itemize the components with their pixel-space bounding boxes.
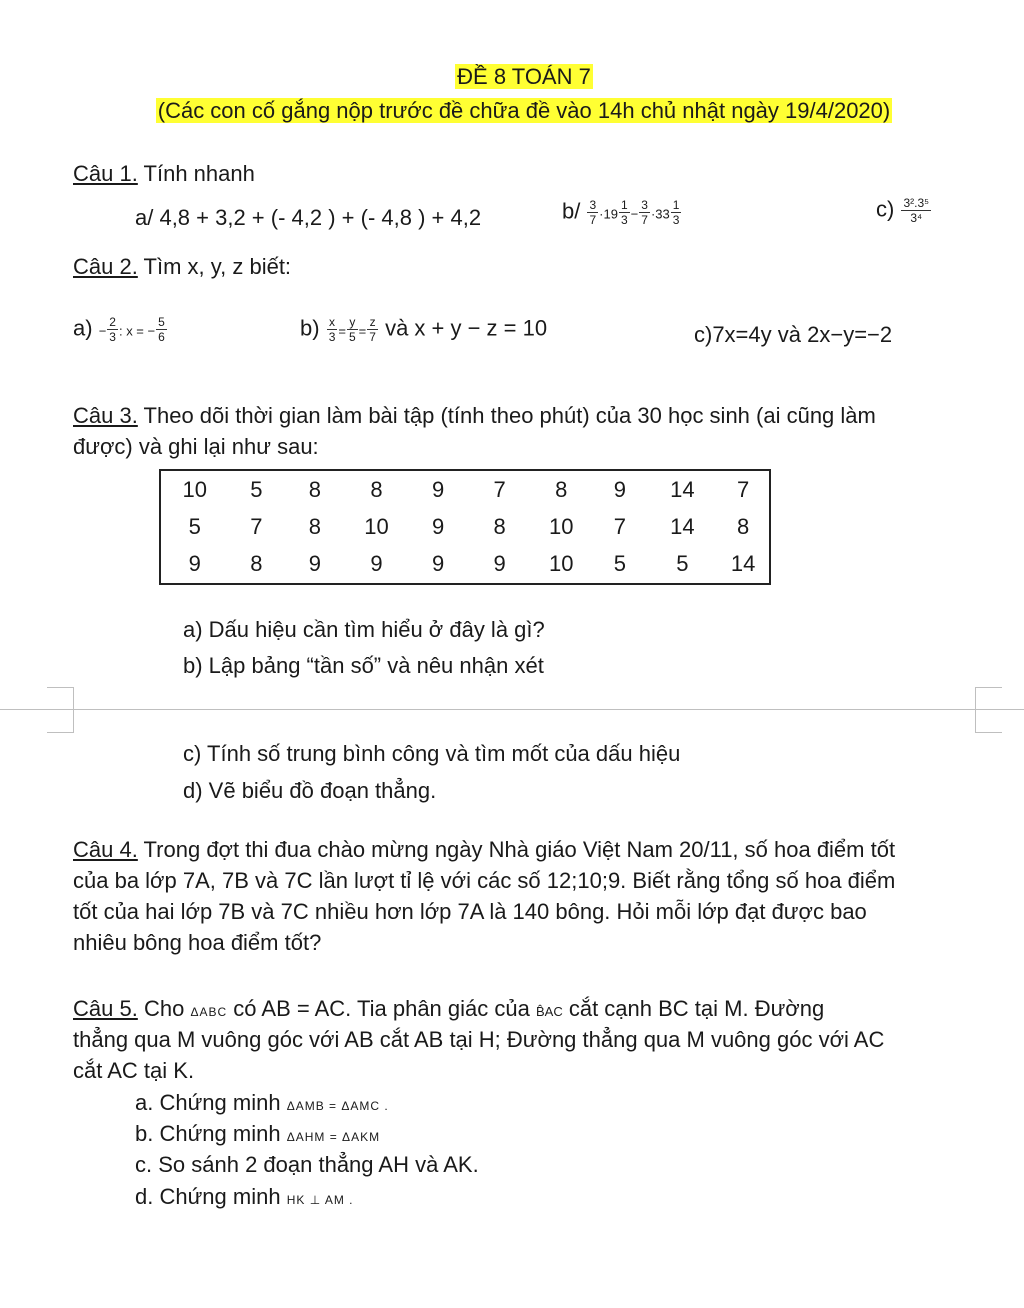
q4-line1 (73, 837, 895, 863)
table-cell: 10 (182, 476, 208, 502)
table-cell: 10 (364, 513, 389, 539)
q1-b-frac3 (639, 198, 650, 227)
q1-b-frac1 (587, 198, 598, 227)
q1-part-c (876, 196, 932, 225)
q2-b-eq2: = (358, 323, 367, 339)
q2-a-frac1 (107, 315, 118, 344)
q5-part-c: c. So sánh 2 đoạn thẳng AH và AK. (135, 1152, 479, 1177)
table-cell: 9 (188, 551, 201, 577)
q1-b-frac3-num: 3 (641, 198, 648, 212)
q2-a-mid: : x = − (118, 323, 156, 339)
table-cell: 8 (493, 513, 506, 539)
q5-line3: cắt AC tại K. (73, 1058, 195, 1083)
q2-a-frac2 (156, 315, 167, 344)
q2-b-y-num: y (347, 315, 358, 330)
table-cell: 7 (250, 513, 263, 539)
table-cell: 8 (555, 476, 568, 502)
q4-text1: Trong đợt thi đua chào mừng ngày Nhà giáo Việt Nam 20/11, số hoa điểm tốt (143, 837, 896, 862)
q3-line2: được) và ghi lại như sau: (73, 434, 319, 459)
q2-text: Tìm x, y, z biết: (143, 254, 292, 279)
table-cell: 10 (548, 551, 574, 577)
q3-part-c: c) Tính số trung bình công và tìm mốt của dấu hiệu (183, 741, 681, 766)
q2-a-frac2-den: 6 (158, 330, 165, 344)
page-subtitle (0, 98, 1024, 124)
q2-b-x-den: 3 (328, 330, 336, 344)
q5-part-a (135, 1090, 389, 1116)
q4-line3: tốt của hai lớp 7B và 7C nhiều hơn lớp 7A là 140 bông. Hỏi mỗi lớp đạt được bao (73, 899, 867, 924)
table-cell: 8 (308, 513, 322, 539)
q4-label: Câu 4. (73, 837, 138, 862)
q1-c-frac (901, 196, 931, 225)
table-row (160, 470, 770, 508)
table-cell: 9 (308, 551, 322, 577)
q4-line4: nhiêu bông hoa điểm tốt? (73, 930, 322, 955)
q2-b-eq1: = (338, 323, 346, 339)
q5-label: Câu 5. (73, 996, 138, 1021)
table-cell: 8 (370, 476, 383, 502)
q5-l1-c: cắt cạnh BC tại M. Đường (568, 996, 825, 1021)
crop-mark-right (975, 687, 1002, 733)
q1-c-num: 3².3⁵ (903, 196, 930, 210)
q5-l1-a: Cho (143, 996, 185, 1021)
data-table (159, 469, 771, 585)
q2-a-prefix: a) (73, 315, 93, 341)
q5-triangle-abc: ΔABC (190, 1005, 228, 1019)
q2-a-frac2-num: 5 (158, 315, 165, 329)
subtitle-text: (Các con cố gắng nộp trước đề chữa đề vào 14h chủ nhật ngày 19/4/2020) (157, 98, 891, 123)
q5-b-math: ΔAHM = ΔAKM (286, 1130, 381, 1144)
q1-b-minus: − (630, 206, 639, 222)
q1-heading (73, 161, 255, 187)
table-cell: 5 (188, 513, 201, 539)
q1-b-frac2 (619, 198, 630, 227)
table-cell: 9 (431, 513, 445, 539)
title-text: ĐỀ 8 TOÁN 7 (457, 64, 591, 89)
q1-b-prefix: b/ (562, 198, 581, 224)
q5-line2: thẳng qua M vuông góc với AB cắt AB tại H; Đường thẳng qua M vuông góc với AC (73, 1027, 885, 1052)
q4-line2: của ba lớp 7A, 7B và 7C lần lượt tỉ lệ với các số 12;10;9. Biết rằng tổng số hoa điểm (73, 868, 896, 893)
q2-a-frac1-den: 3 (109, 330, 116, 344)
q1-c-den: 3⁴ (910, 211, 923, 225)
table-cell: 10 (548, 513, 574, 539)
q2-part-c: c)7x=4y và 2x−y=−2 (694, 322, 893, 347)
q2-a-minus: − (98, 323, 107, 339)
q3-line1 (73, 403, 876, 429)
q2-b-y-den: 5 (348, 330, 356, 344)
table-cell: 8 (308, 476, 322, 502)
crop-mark-left (47, 687, 74, 733)
q5-angle-bac: B̂AC (535, 1004, 563, 1019)
q1-b-frac4-den: 3 (672, 213, 680, 227)
q1-b-mid2: ·33 (650, 206, 670, 222)
q2-b-frac-x (327, 315, 338, 344)
q3-label: Câu 3. (73, 403, 138, 428)
q1-b-frac2-num: 1 (620, 198, 628, 212)
table-cell: 14 (670, 476, 695, 502)
table-cell: 14 (730, 551, 756, 577)
q1-part-a: a/ 4,8 + 3,2 + (- 4,2 ) + (- 4,8 ) + 4,2 (135, 205, 482, 230)
table-cell: 9 (431, 551, 445, 577)
q2-part-b (300, 315, 547, 344)
table-cell: 8 (736, 513, 750, 539)
table-cell: 9 (431, 476, 445, 502)
q5-d-math: HK ⊥ AM . (286, 1193, 354, 1207)
q2-b-tail: và x + y − z = 10 (385, 315, 548, 341)
table-cell: 5 (250, 476, 263, 502)
page-title (0, 64, 1024, 90)
table-row (160, 508, 770, 545)
table-row (160, 546, 770, 584)
table-cell: 9 (613, 476, 626, 502)
q1-b-frac1-den: 7 (589, 213, 597, 227)
table-cell: 14 (670, 513, 695, 539)
q1-b-frac4 (671, 198, 682, 227)
q1-b-frac2-den: 3 (620, 213, 628, 227)
q5-part-b (135, 1121, 380, 1147)
q1-b-frac1-num: 3 (589, 198, 597, 212)
q1-c-prefix: c) (876, 196, 895, 222)
table-cell: 7 (736, 476, 750, 502)
q5-a-math: ΔAMB = ΔAMC . (286, 1099, 389, 1113)
table-cell: 9 (493, 551, 506, 577)
table-cell: 5 (613, 551, 626, 577)
q1-b-frac3-den: 7 (641, 213, 648, 227)
page-break-line (0, 709, 1024, 710)
q3-text1: Theo dõi thời gian làm bài tập (tính theo phút) của 30 học sinh (ai cũng làm (143, 403, 876, 428)
q5-a-text: a. Chứng minh (135, 1090, 281, 1115)
q3-part-d: d) Vẽ biểu đồ đoạn thẳng. (183, 778, 437, 803)
table-cell: 7 (493, 476, 506, 502)
q1-part-b (562, 198, 682, 227)
q2-b-z-num: z (367, 315, 378, 330)
q3-part-a: a) Dấu hiệu cần tìm hiểu ở đây là gì? (183, 617, 545, 642)
q1-label: Câu 1. (73, 161, 138, 186)
q3-part-b: b) Lập bảng “tần số” và nêu nhận xét (183, 653, 544, 678)
q2-label: Câu 2. (73, 254, 138, 279)
table-cell: 8 (250, 551, 263, 577)
table-cell: 9 (370, 551, 383, 577)
q5-d-text: d. Chứng minh (135, 1184, 281, 1209)
q5-b-text: b. Chứng minh (135, 1121, 281, 1146)
q2-b-x-num: x (327, 315, 338, 330)
q2-part-a (73, 315, 168, 344)
q2-a-frac1-num: 2 (109, 315, 116, 329)
q1-text: Tính nhanh (143, 161, 255, 186)
q5-l1-b: có AB = AC. Tia phân giác của (233, 996, 530, 1021)
q2-b-frac-y (347, 315, 358, 344)
q2-b-prefix: b) (300, 315, 320, 341)
q1-b-mid1: ·19 (599, 206, 618, 222)
table-cell: 5 (676, 551, 689, 577)
table-cell: 7 (613, 513, 626, 539)
q2-heading (73, 254, 291, 280)
q2-b-frac-z (367, 315, 378, 344)
q2-b-z-den: 7 (369, 330, 376, 344)
q5-line1 (73, 996, 824, 1022)
q5-part-d (135, 1184, 354, 1210)
q1-b-frac4-num: 1 (672, 198, 680, 212)
